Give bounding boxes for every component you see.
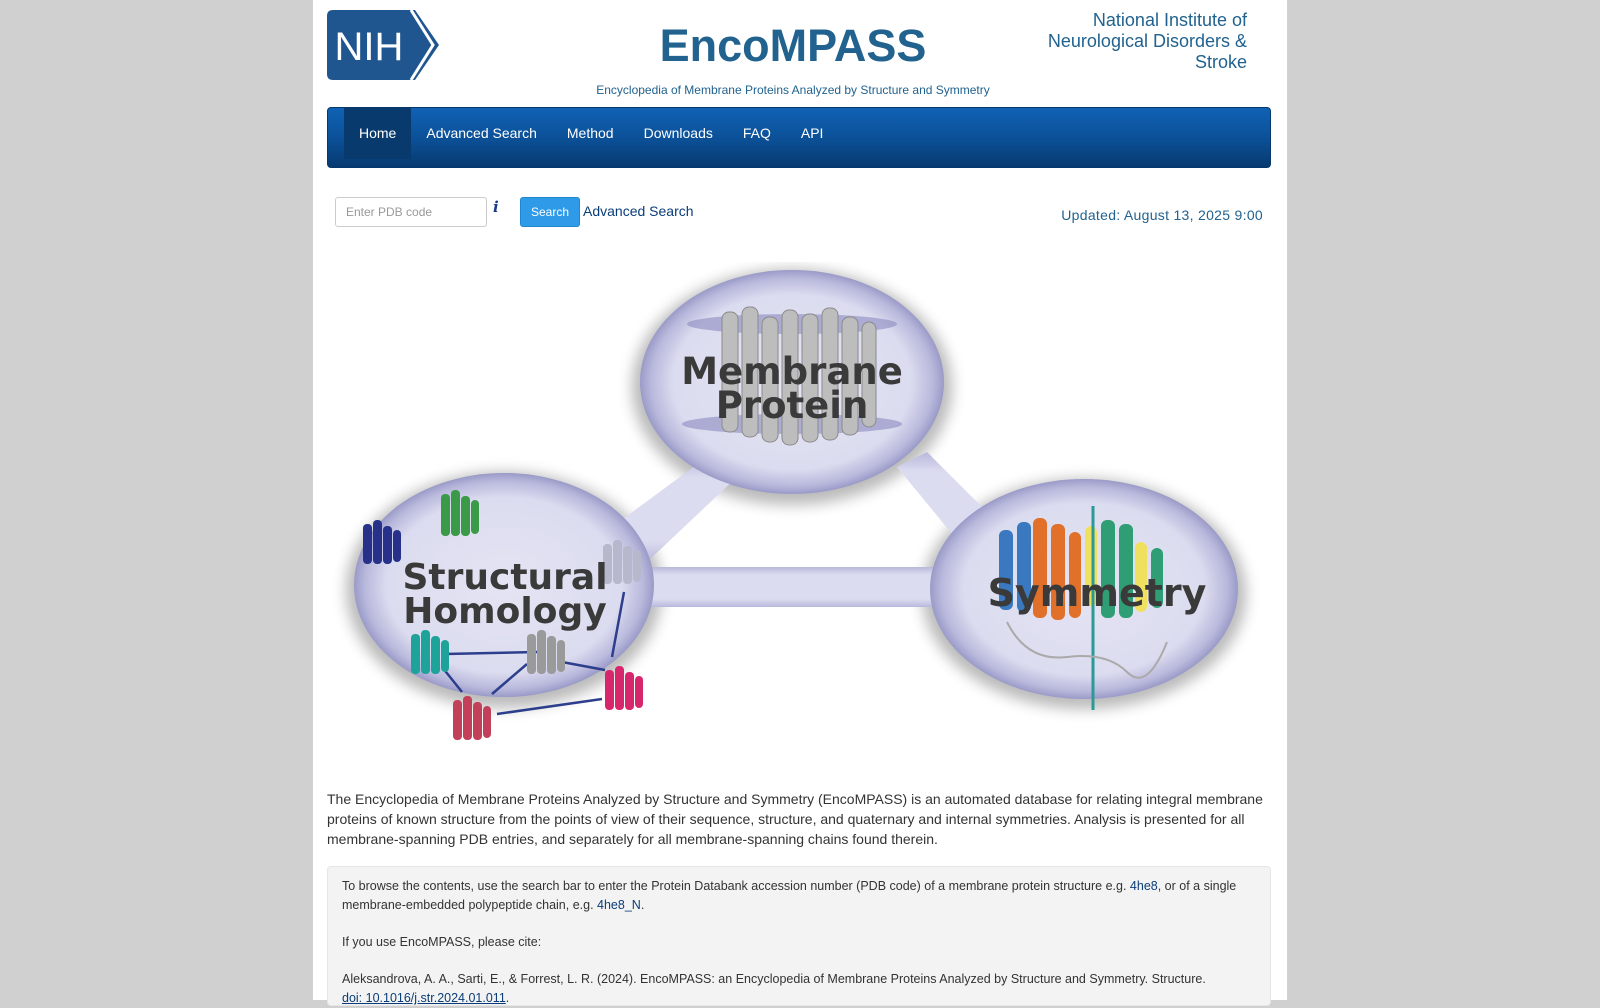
page-container <box>313 0 1287 1005</box>
structural-label-line2: Homology <box>403 591 607 632</box>
site-title: EncoMPASS <box>659 20 927 71</box>
info-box <box>327 866 1271 1006</box>
institute-name[interactable]: National Institute of Neurological Disorders & Stroke <box>1047 10 1247 72</box>
example-pdb-link[interactable]: 4he8 <box>1129 879 1158 893</box>
citation-text: Aleksandrova, A. A., Sarti, E., & Forrest, L. R. (2024). EncoMPASS: an Encyclopedia of Membrane Proteins Analyzed by Structure and Symmetry. Structure. <box>342 972 1206 986</box>
browse-text-middle: , or of a single membrane-embedded polypeptide chain, e.g. <box>342 879 1237 912</box>
info-icon[interactable]: i <box>493 198 499 216</box>
nav-api[interactable]: API <box>800 125 824 141</box>
nav-home[interactable]: Home <box>344 108 411 159</box>
nih-logo-text: NIH <box>334 25 404 69</box>
updated-timestamp: Updated: August 13, 2025 9:00 <box>1061 207 1263 223</box>
membrane-label-line2: Protein <box>715 384 869 427</box>
cite-prompt: If you use EncoMPASS, please cite: <box>342 935 542 949</box>
intro-paragraph: The Encyclopedia of Membrane Proteins Analyzed by Structure and Symmetry (EncoMPASS) is an automated database for relating integral membrane proteins of known structure from the points of view of their sequence, structure, and quaternary and internal symmetries. Analysis is presented for all membrane-spanning PDB entries, and separately for all membrane-spanning chains found therein. <box>327 791 1263 847</box>
structural-label-line1: Structural <box>402 557 608 598</box>
doi-link[interactable]: doi: 10.1016/j.str.2024.01.011 <box>342 991 506 1005</box>
example-chain-link[interactable]: 4he8_N <box>597 898 641 912</box>
symmetry-label: Symmetry <box>987 571 1207 615</box>
doi-after: . <box>505 991 510 1005</box>
browse-instructions <box>342 877 1247 915</box>
nav-method[interactable]: Method <box>566 125 614 141</box>
nav-advanced-search[interactable]: Advanced Search <box>426 125 537 141</box>
search-row <box>327 190 1271 230</box>
membrane-label-line1: Membrane <box>681 350 903 393</box>
citation <box>342 970 1247 1008</box>
search-button[interactable]: Search <box>520 197 580 227</box>
hero-diagram <box>327 262 1271 768</box>
browse-text-after: . <box>640 898 645 912</box>
nav-list <box>344 108 838 159</box>
nih-logo[interactable] <box>327 10 439 80</box>
nav-faq[interactable]: FAQ <box>742 125 771 141</box>
browse-text-before: To browse the contents, use the search bar to enter the Protein Databank accession number (PDB code) of a membrane protein structure e.g. <box>342 879 1130 893</box>
site-subtitle: Encyclopedia of Membrane Proteins Analyzed by Structure and Symmetry <box>596 83 990 97</box>
pdb-search-input[interactable] <box>335 197 487 227</box>
main-navbar <box>327 107 1271 168</box>
advanced-search-link[interactable]: Advanced Search <box>583 203 694 219</box>
connector-bottom <box>627 567 957 607</box>
nav-downloads[interactable]: Downloads <box>643 125 713 141</box>
